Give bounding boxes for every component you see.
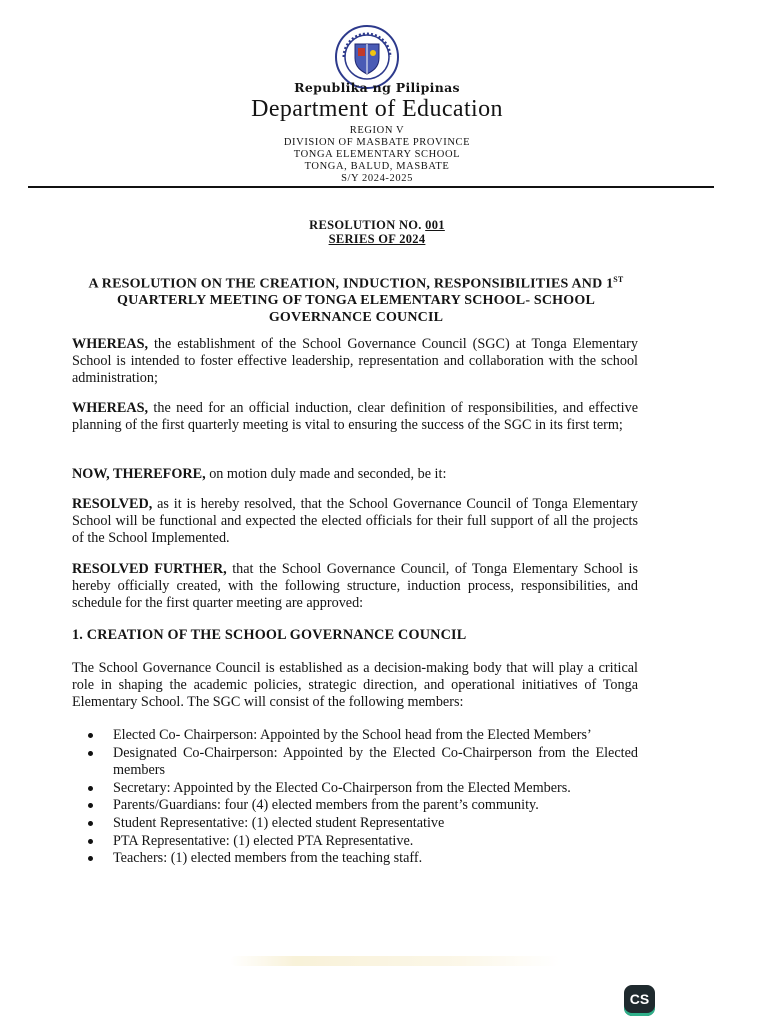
list-item xyxy=(86,797,638,815)
whereas-paragraph-2 xyxy=(72,400,638,434)
republic-line: Republika ng Pilipinas xyxy=(294,80,460,95)
letterhead xyxy=(0,80,768,185)
header-divider xyxy=(28,186,714,188)
resolution-series: SERIES OF 2024 xyxy=(328,232,426,246)
resolved-text: as it is hereby resolved, that the School Governance Council of Tonga Elementary School will be functional and expected the elected officials for their full support of all the projects of the School Implemented. xyxy=(72,496,638,547)
resolved-paragraph xyxy=(72,496,638,548)
whereas-text-2: the need for an official induction, clear definition of responsibilities, and effective planning of the first quarterly meeting is vital to ensuring the success of the SGC in its first term; xyxy=(72,400,638,434)
section-1-title: 1. CREATION OF THE SCHOOL GOVERNANCE COUNCIL xyxy=(72,627,467,643)
whereas-lead-2: WHEREAS, xyxy=(72,400,149,416)
member-text: Elected Co- Chairperson: Appointed by the School head from the Elected Members’ xyxy=(113,727,592,743)
scan-smudge xyxy=(230,956,560,966)
now-therefore-paragraph xyxy=(72,466,638,483)
bullet-icon xyxy=(88,821,93,826)
member-text: Student Representative: (1) elected student Representative xyxy=(113,814,445,831)
member-text: Teachers: (1) elected members from the teaching staff. xyxy=(113,850,423,867)
division-line: DIVISION OF MASBATE PROVINCE xyxy=(283,137,471,148)
list-item xyxy=(86,850,638,868)
whereas-text-1: the establishment of the School Governance Council (SGC) at Tonga Elementary School is intended to foster effective leadership, representation and collaboration with the school administration; xyxy=(72,336,638,387)
bullet-icon xyxy=(88,786,93,791)
whereas-paragraph-1 xyxy=(72,336,638,388)
resolution-number-value: 001 xyxy=(425,218,445,232)
school-line: TONGA ELEMENTARY SCHOOL xyxy=(293,149,461,160)
school-year-line: S/Y 2024-2025 xyxy=(341,173,413,184)
list-item xyxy=(86,745,638,780)
whereas-lead-1: WHEREAS, xyxy=(72,336,149,352)
now-therefore-text: on motion duly made and seconded, be it: xyxy=(205,466,447,482)
resolved-further-lead: RESOLVED FURTHER, xyxy=(72,561,227,577)
resolution-number-label: RESOLUTION NO. xyxy=(309,218,422,232)
bullet-icon xyxy=(88,856,93,861)
list-item xyxy=(86,833,638,851)
bullet-icon xyxy=(88,803,93,808)
camscanner-icon[interactable]: CS xyxy=(624,985,655,1016)
now-therefore-lead: NOW, THEREFORE, xyxy=(72,466,206,482)
list-item xyxy=(86,815,638,833)
department-name: Department of Education xyxy=(251,96,503,122)
address-line: TONGA, BALUD, MASBATE xyxy=(304,161,450,172)
resolved-further-paragraph xyxy=(72,561,638,613)
section-1-intro: The School Governance Council is established as a decision-making body that will play a critical role in shaping the academic policies, strategic direction, and operational initiatives of Tonga Elementary School. The SGC will consist of the following members: xyxy=(72,660,638,711)
list-item xyxy=(86,780,638,798)
member-text: Designated Co-Chairperson: Appointed by the Elected Co-Chairperson from the Elected members xyxy=(113,744,638,779)
title-part-1: A RESOLUTION ON THE CREATION, INDUCTION, RESPONSIBILITIES AND 1 xyxy=(88,276,614,292)
resolved-lead: RESOLVED, xyxy=(72,496,153,512)
title-superscript: ST xyxy=(613,275,624,284)
member-text: PTA Representative: (1) elected PTA Representative. xyxy=(113,832,414,849)
resolved-further-text: that the School Governance Council, of Tonga Elementary School is hereby officially created, with the following structure, induction process, responsibilities, and schedule for the first quarter meeting are approved: xyxy=(72,561,638,612)
member-text: Parents/Guardians: four (4) elected members from the parent’s community. xyxy=(113,797,539,814)
title-part-2: QUARTERLY MEETING OF TONGA ELEMENTARY SCHOOL- SCHOOL GOVERNANCE COUNCIL xyxy=(117,293,595,325)
bullet-icon xyxy=(88,751,93,756)
council-members-list xyxy=(86,727,638,868)
bullet-icon xyxy=(88,733,93,738)
resolution-title xyxy=(66,272,646,326)
bullet-icon xyxy=(88,839,93,844)
member-text: Secretary: Appointed by the Elected Co-Chairperson from the Elected Members. xyxy=(113,779,571,796)
resolution-number-block xyxy=(0,218,768,246)
list-item xyxy=(86,727,638,745)
region-line: REGION V xyxy=(349,125,405,136)
